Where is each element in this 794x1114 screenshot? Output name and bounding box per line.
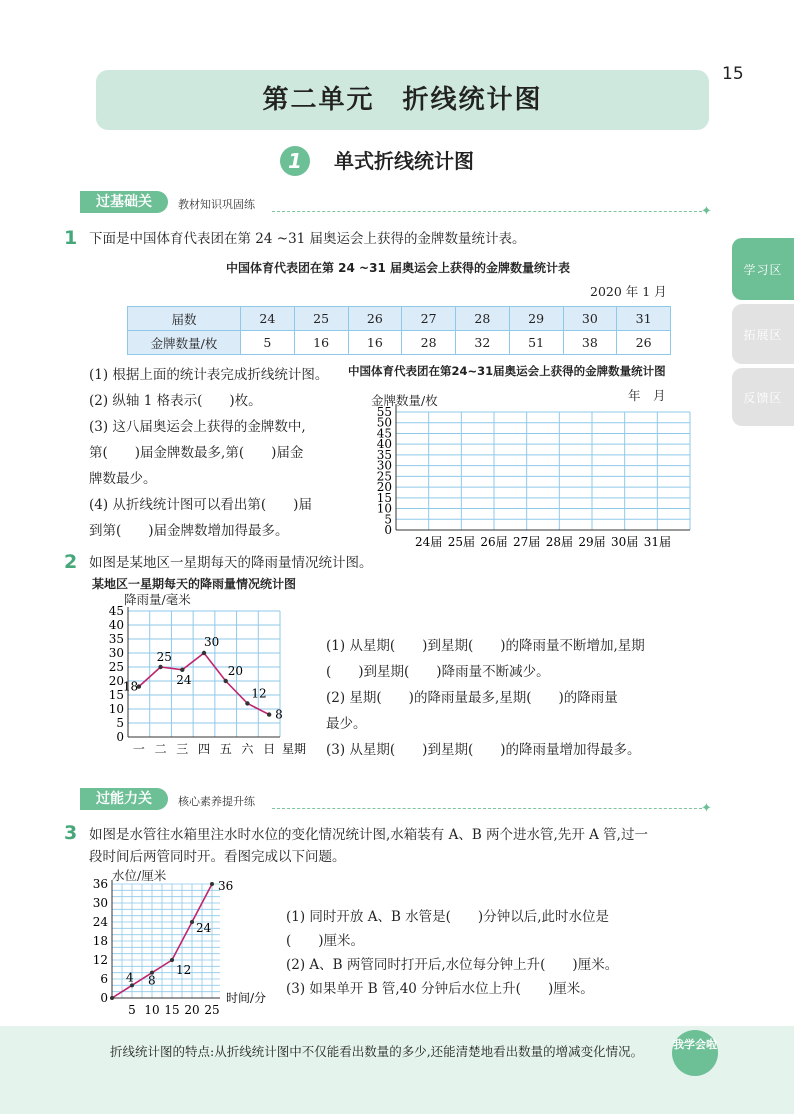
y-tick-label: 18: [92, 934, 108, 948]
x-tick-label: 25届: [447, 535, 475, 549]
table-header-cell: 金牌数量/枚: [128, 331, 241, 355]
x-tick-label: 24届: [415, 535, 443, 549]
y-tick-label: 45: [108, 604, 124, 618]
sub-question: (2) 星期( )的降雨量最多,星期( )的降雨量: [326, 690, 618, 706]
x-tick-label: 六: [241, 742, 254, 756]
medal-line-chart[interactable]: [360, 400, 700, 550]
y-tick-label: 10: [108, 702, 124, 716]
question-number: 3: [64, 822, 78, 844]
y-tick-label: 30: [92, 896, 108, 910]
y-tick-label: 25: [108, 660, 124, 674]
section-divider: [272, 808, 702, 809]
data-label: 30: [204, 635, 220, 649]
table-title: 中国体育代表团在第 24 ~31 届奥运会上获得的金牌数量统计表: [226, 261, 570, 275]
table-cell: 5: [241, 331, 295, 355]
sub-question: (4) 从折线统计图可以看出第( )届: [89, 497, 312, 513]
data-point: [202, 651, 206, 655]
data-point: [267, 712, 271, 716]
sub-question: (1) 根据上面的统计表完成折线统计图。: [89, 367, 329, 383]
x-tick-label: 三: [176, 742, 189, 756]
table-cell: 25: [294, 307, 348, 331]
x-tick-label: 25: [204, 1003, 220, 1016]
x-tick-label: 15: [164, 1003, 180, 1016]
table-cell: 30: [563, 307, 617, 331]
water-level-line-chart[interactable]: [84, 876, 284, 1016]
tab-label: 学习区: [743, 262, 783, 277]
data-point: [180, 668, 184, 672]
x-tick-label: 四: [197, 742, 211, 756]
q1-sub-questions: [89, 362, 345, 544]
data-point: [170, 958, 174, 962]
data-label: 36: [218, 879, 234, 893]
mascot-badge: 我学会啦: [672, 1030, 718, 1076]
question-intro: 如图是某地区一星期每天的降雨量情况统计图。: [89, 555, 373, 571]
x-tick-label: 26届: [480, 535, 508, 549]
y-tick-label: 25: [376, 469, 392, 484]
data-point: [245, 701, 249, 705]
sub-question: 最少。: [326, 716, 367, 732]
x-tick-label: 10: [144, 1003, 160, 1016]
tip-text: 折线统计图的特点:从折线统计图中不仅能看出数量的多少,还能清楚地看出数量的增减变化情况。: [110, 1044, 644, 1059]
sub-question: (3) 这八届奥运会上获得的金牌数中,: [89, 419, 306, 435]
data-label: 12: [251, 686, 267, 701]
data-label: 8: [148, 973, 156, 988]
sub-question: 到第( )届金牌数增加得最多。: [89, 523, 289, 539]
sub-question: ( )到星期( )降雨量不断减少。: [326, 664, 550, 680]
table-row: [128, 307, 671, 331]
y-tick-label: 35: [376, 447, 392, 462]
intro-line: 段时间后两管同时开。看图完成以下问题。: [89, 849, 346, 865]
y-tick-label: 24: [92, 915, 108, 929]
y-tick-label: 5: [116, 716, 124, 730]
data-point: [224, 679, 228, 683]
data-point: [210, 882, 214, 886]
y-tick-label: 50: [376, 415, 392, 430]
data-label: 24: [176, 672, 192, 687]
question-intro: [89, 824, 719, 868]
x-tick-label: 5: [128, 1003, 136, 1016]
table-cell: 32: [456, 331, 510, 355]
x-tick-label: 30届: [611, 535, 639, 549]
x-tick-label: 31届: [643, 535, 671, 549]
sub-question: (1) 同时开放 A、B 水管是( )分钟以后,此时水位是: [286, 909, 609, 925]
data-point: [110, 996, 114, 1000]
y-tick-label: 10: [376, 501, 392, 516]
y-tick-label: 40: [108, 618, 124, 632]
tab-study-area[interactable]: [732, 238, 794, 300]
y-tick-label: 30: [376, 458, 392, 473]
sub-question: (3) 从星期( )到星期( )的降雨量增加得最多。: [326, 742, 641, 758]
data-label: 18: [122, 679, 139, 694]
y-tick-label: 40: [376, 437, 392, 452]
question-intro: 下面是中国体育代表团在第 24 ~31 届奥运会上获得的金牌数量统计表。: [89, 231, 526, 247]
table-cell: 29: [509, 307, 563, 331]
table-header-cell: 届数: [128, 307, 241, 331]
x-tick-label: 20: [184, 1003, 200, 1016]
data-label: 20: [227, 664, 243, 678]
y-tick-label: 35: [108, 632, 124, 646]
table-cell: 27: [402, 307, 456, 331]
y-tick-label: 6: [100, 972, 108, 986]
table-row: [128, 331, 671, 355]
section-tag-basic: 过基础关: [80, 191, 168, 213]
data-label: 12: [176, 963, 192, 977]
data-label: 24: [196, 921, 212, 935]
y-tick-label: 55: [376, 405, 392, 419]
chart1-date: 年 月: [628, 388, 666, 403]
x-tick-label: 27届: [513, 535, 541, 549]
chart1-title: 中国体育代表团在第24~31届奥运会上获得的金牌数量统计图: [348, 364, 666, 378]
sub-question: 牌数最少。: [89, 471, 157, 487]
star-icon: ✦: [701, 801, 712, 816]
table-cell: 31: [617, 307, 671, 331]
data-point: [190, 920, 194, 924]
question-number: 2: [64, 551, 78, 573]
q3-sub-questions: [286, 905, 706, 1001]
y-tick-label: 30: [108, 646, 124, 660]
data-point: [158, 665, 162, 669]
table-cell: 28: [456, 307, 510, 331]
q2-sub-questions: [326, 633, 706, 763]
chart1-ylabel: 金牌数量/枚: [371, 393, 438, 408]
y-tick-label: 15: [108, 688, 124, 702]
chart2-title: 某地区一星期每天的降雨量情况统计图: [92, 577, 297, 591]
medal-table: [127, 306, 671, 355]
question-number: 1: [64, 227, 78, 249]
tab-feedback-area[interactable]: [732, 368, 794, 426]
x-tick-label: 一: [132, 742, 145, 756]
lesson-number-badge: 1: [280, 146, 310, 176]
lesson-title: 单式折线统计图: [334, 149, 474, 173]
section-subtitle-basic: 教材知识巩固练: [178, 198, 255, 211]
table-cell: 16: [294, 331, 348, 355]
table-cell: 16: [348, 331, 402, 355]
star-icon: ✦: [701, 204, 712, 219]
x-tick-label: 29届: [578, 535, 606, 549]
sub-question: (3) 如果单开 B 管,40 分钟后水位上升( )厘米。: [286, 981, 594, 997]
x-axis-label: 时间/分: [226, 991, 267, 1005]
x-tick-label: 日: [263, 742, 276, 756]
sub-question: ( )厘米。: [286, 933, 365, 949]
y-tick-label: 20: [108, 674, 124, 688]
tab-label: 拓展区: [743, 327, 783, 342]
table-date: 2020 年 1 月: [590, 284, 667, 299]
x-axis-label: 星期: [282, 742, 306, 756]
table-cell: 51: [509, 331, 563, 355]
data-label: 8: [275, 707, 283, 722]
table-cell: 26: [348, 307, 402, 331]
x-tick-label: 28届: [545, 535, 573, 549]
tab-label: 反馈区: [743, 390, 783, 405]
sub-question: 第( )届金牌数最多,第( )届金: [89, 445, 304, 461]
y-tick-label: 0: [116, 730, 124, 744]
y-tick-label: 5: [384, 512, 392, 527]
unit-title: 第二单元 折线统计图: [262, 85, 543, 115]
intro-line: 如图是水管往水箱里注水时水位的变化情况统计图,水箱装有 A、B 两个进水管,先开 A 管,过一: [89, 827, 648, 843]
y-tick-label: 15: [376, 490, 392, 505]
y-tick-label: 0: [100, 991, 108, 1005]
tab-extension-area[interactable]: [732, 304, 794, 364]
table-cell: 26: [617, 331, 671, 355]
y-tick-label: 36: [92, 877, 108, 891]
page-number: 15: [722, 64, 744, 84]
rainfall-line-chart[interactable]: [96, 603, 306, 763]
section-tag-ability: 过能力关: [80, 788, 168, 810]
sub-question: (2) 纵轴 1 格表示( )枚。: [89, 393, 262, 409]
y-tick-label: 12: [92, 953, 108, 967]
section-divider: [272, 211, 702, 212]
x-tick-label: 二: [154, 742, 167, 756]
y-tick-label: 20: [376, 480, 392, 495]
table-cell: 24: [241, 307, 295, 331]
chart3-ylabel: 水位/厘米: [112, 868, 167, 883]
data-label: 4: [126, 970, 134, 985]
data-label: 25: [156, 650, 172, 664]
section-subtitle-ability: 核心素养提升练: [178, 795, 255, 808]
x-tick-label: 五: [219, 742, 232, 756]
sub-question: (2) A、B 两管同时打开后,水位每分钟上升( )厘米。: [286, 957, 619, 973]
sub-question: (1) 从星期( )到星期( )的降雨量不断增加,星期: [326, 638, 645, 654]
table-cell: 38: [563, 331, 617, 355]
table-cell: 28: [402, 331, 456, 355]
chart2-ylabel: 降雨量/毫米: [124, 592, 191, 607]
y-tick-label: 0: [384, 523, 392, 537]
y-tick-label: 45: [376, 426, 392, 441]
